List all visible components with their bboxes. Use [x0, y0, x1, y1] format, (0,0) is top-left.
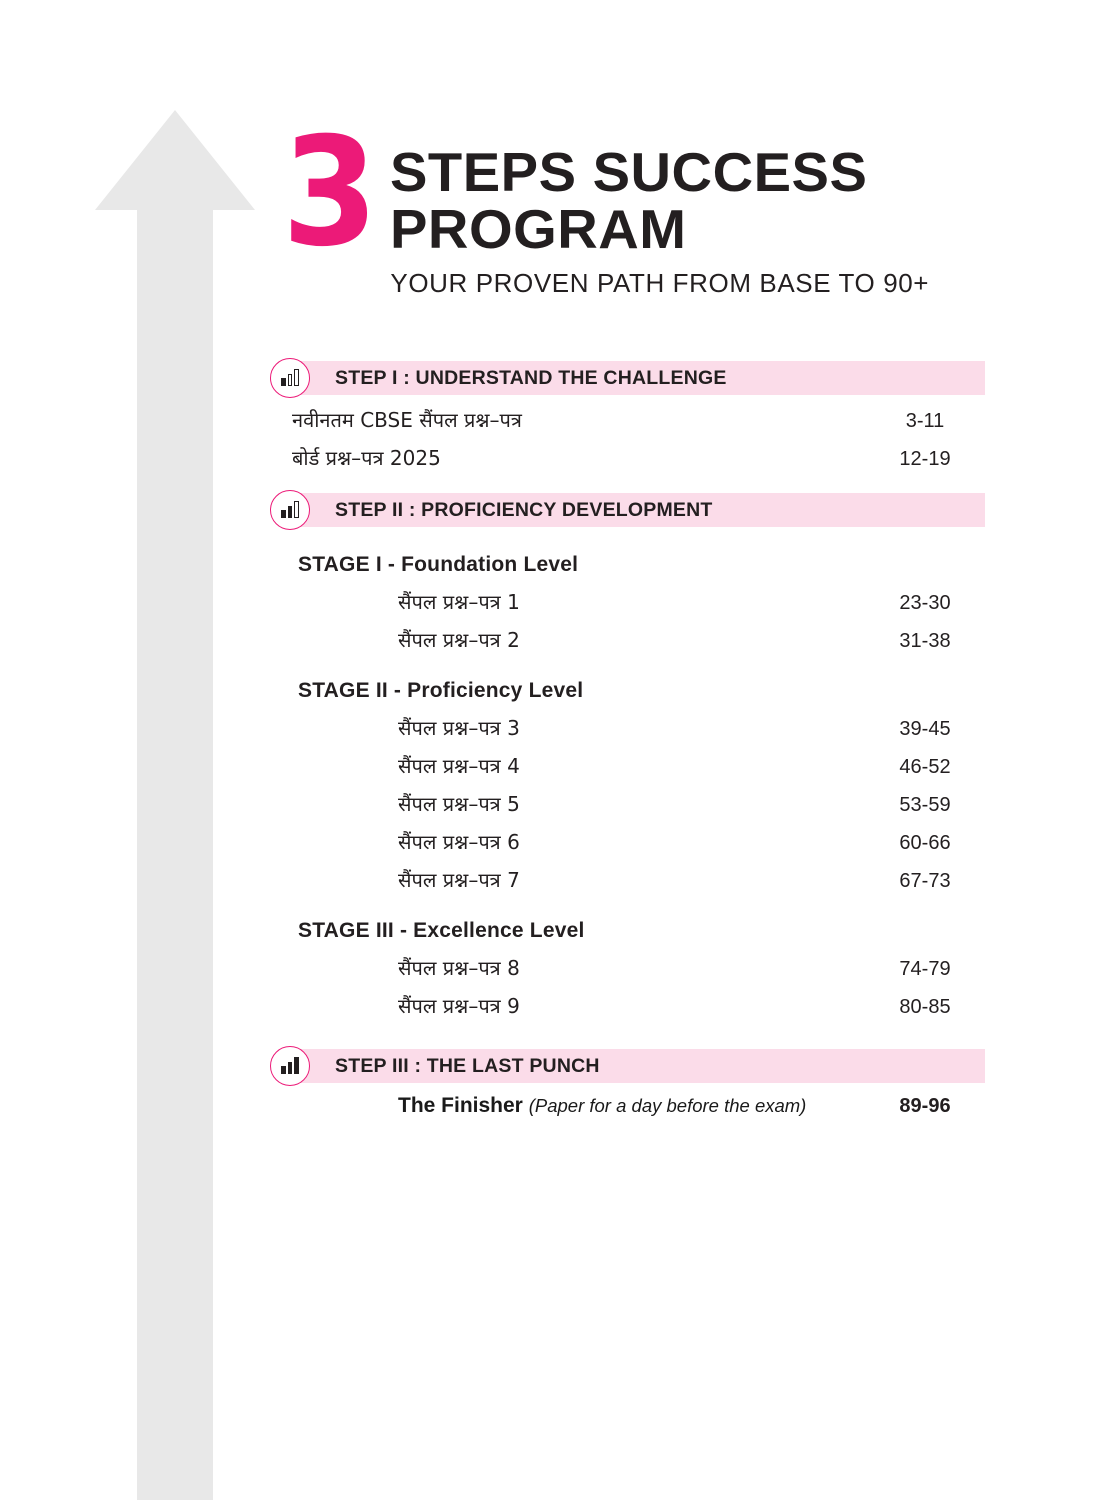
bar-chart-level-1-icon	[270, 358, 310, 398]
toc-row-label: सैंपल प्रश्न–पत्र 1	[398, 590, 520, 614]
toc-row-pages: 39-45	[899, 718, 951, 740]
bar-chart-level-3-icon	[270, 1046, 310, 1086]
toc-row-label: नवीनतम CBSE सैंपल प्रश्न–पत्र	[292, 408, 522, 432]
program-number: 3	[282, 106, 373, 280]
toc-row-pages: 80-85	[899, 996, 951, 1018]
toc-row[interactable]	[270, 866, 985, 893]
toc-row-label: सैंपल प्रश्न–पत्र 4	[398, 754, 520, 778]
toc-row-label: सैंपल प्रश्न–पत्र 9	[398, 994, 520, 1018]
upward-arrow-decoration	[95, 110, 255, 1500]
stage-title-2: STAGE II - Proficiency Level	[298, 679, 584, 702]
toc-row[interactable]	[270, 828, 985, 855]
toc-row-label: सैंपल प्रश्न–पत्र 5	[398, 792, 520, 816]
toc-row-pages: 46-52	[899, 756, 951, 778]
toc-row-label: सैंपल प्रश्न–पत्र 3	[398, 716, 520, 740]
toc-row-label: सैंपल प्रश्न–पत्र 2	[398, 628, 520, 652]
toc-row-pages: 31-38	[899, 630, 951, 652]
toc-row-pages: 12-19	[899, 448, 951, 470]
toc-row[interactable]	[270, 992, 985, 1019]
title-words	[390, 141, 930, 299]
step-header-1	[270, 361, 985, 395]
toc-row[interactable]	[270, 626, 985, 653]
toc-row[interactable]	[270, 752, 985, 779]
finisher-title: The Finisher	[398, 1094, 523, 1117]
page-header	[282, 106, 930, 299]
toc-row-pages: 89-96	[899, 1095, 951, 1117]
toc-row[interactable]	[270, 444, 985, 471]
table-of-contents	[270, 355, 985, 1129]
stage-title-1: STAGE I - Foundation Level	[298, 553, 579, 576]
toc-row[interactable]	[270, 954, 985, 981]
toc-row[interactable]	[270, 714, 985, 741]
step-header-2	[270, 493, 985, 527]
finisher-label	[270, 1094, 806, 1118]
bar-chart-level-2-icon	[270, 490, 310, 530]
page-subtitle: YOUR PROVEN PATH FROM BASE TO 90+	[390, 268, 930, 298]
step-title-2: STEP II : PROFICIENCY DEVELOPMENT	[335, 499, 713, 521]
toc-row-finisher[interactable]	[270, 1094, 985, 1118]
step-header-3	[270, 1049, 985, 1083]
toc-row-label: सैंपल प्रश्न–पत्र 8	[398, 956, 520, 980]
step-title-3: STEP III : THE LAST PUNCH	[335, 1055, 600, 1077]
toc-row-pages: 67-73	[899, 870, 951, 892]
stage-title-3: STAGE III - Excellence Level	[298, 919, 585, 942]
toc-row-pages: 60-66	[899, 832, 951, 854]
toc-row-pages: 3-11	[905, 410, 945, 432]
finisher-note: (Paper for a day before the exam)	[528, 1095, 807, 1116]
toc-row[interactable]	[270, 790, 985, 817]
toc-row-pages: 53-59	[899, 794, 951, 816]
step-title-1: STEP I : UNDERSTAND THE CHALLENGE	[335, 367, 727, 389]
toc-row-label: बोर्ड प्रश्न–पत्र 2025	[292, 446, 441, 470]
toc-row-label: सैंपल प्रश्न–पत्र 7	[398, 868, 520, 892]
toc-row[interactable]	[270, 588, 985, 615]
page-title-line-1: STEPS SUCCESS	[390, 141, 868, 203]
toc-row-pages: 74-79	[899, 958, 951, 980]
toc-row[interactable]	[270, 406, 985, 433]
toc-row-label: सैंपल प्रश्न–पत्र 6	[398, 830, 520, 854]
toc-row-pages: 23-30	[899, 592, 951, 614]
title-row	[282, 106, 930, 299]
page-title-line-2: PROGRAM	[390, 198, 687, 260]
